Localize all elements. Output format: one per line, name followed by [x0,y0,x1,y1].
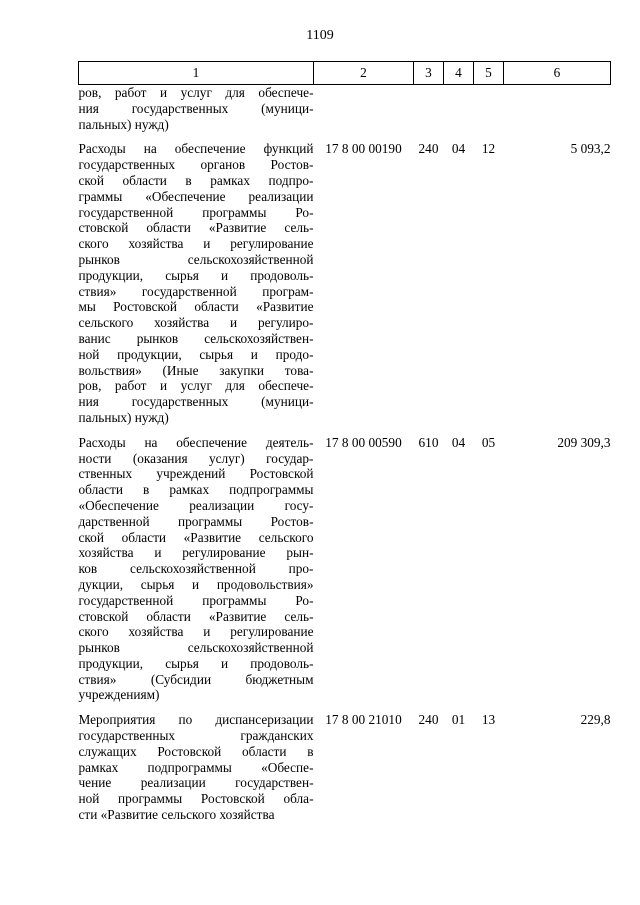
expense-name-line: ров, работ и услуг для обеспече- [78,85,314,100]
column-header-2: 2 [314,62,414,85]
expense-type-code: 240 [418,141,439,157]
expense-name-line: продукции, сырья и продоволь- [78,267,314,283]
table-row [79,85,611,133]
amount-value [504,85,611,133]
expense-name-line: области в рамках подпрограммы [78,482,314,498]
section-code: 01 [451,712,466,728]
expense-name-line: ской области «Развитие сельского [78,529,314,545]
expense-name-line: служащих Ростовской области в [78,743,314,759]
expense-name-line: учреждениям) [78,687,160,703]
row-spacer-cell [79,426,611,435]
header-row [79,62,611,85]
expense-name-line: продукции, сырья и продоволь- [78,655,314,671]
row-spacer [79,426,611,435]
amount-value: 209 309,3 [557,434,611,450]
expense-name-line: рынков сельскохозяйственной [78,251,314,267]
expense-name-line: пальных) нужд) [78,409,169,425]
expense-name-line: государственной программы Ро- [78,204,314,220]
table-row [79,712,611,823]
subsection-code: 12 [481,141,496,157]
expense-name-line: ной программы Ростовской обла- [78,791,314,807]
expense-name-line: Расходы на обеспечение функций [78,141,314,157]
expense-name-line: ствия» (Субсидии бюджетным [78,671,314,687]
expense-name-line: ров, работ и услуг для обеспече- [78,378,314,394]
subsection-code: 13 [481,712,496,728]
expense-name-line: «Обеспечение реализации госу- [78,497,314,513]
row-spacer-cell [79,132,611,141]
expense-name-line: ской области в рамках подпро- [78,172,314,188]
amount-value: 229,8 [580,712,611,728]
expense-name-cell [79,141,314,425]
expense-name-line: стовской области «Развитие сель- [78,608,314,624]
column-header-1: 1 [79,62,314,85]
expense-name-line: дукции, сырья и продовольствия» [78,576,314,592]
expense-name-line: государственных гражданских [78,728,314,744]
subsection-code [474,85,504,133]
row-spacer [79,132,611,141]
expense-name-line: государственных органов Ростов- [78,157,314,173]
expense-type-code [414,85,444,133]
expense-name-line: ния государственных (муници- [78,394,314,410]
expense-name-line: хозяйства и регулирование рын- [78,545,314,561]
section-code [444,85,474,133]
expense-name-line: ствия» государственной програм- [78,283,314,299]
expense-name-line: государственной программы Ро- [78,592,314,608]
expense-name-line: Расходы на обеспечение деятель- [78,434,314,450]
target-article-code: 17 8 00 00590 [325,434,402,450]
expense-name-line: ния государственных (муници- [78,100,314,116]
expense-name-line: мы Ростовской области «Развитие [78,299,314,315]
section-code: 04 [451,434,466,450]
column-header-6: 6 [504,62,611,85]
expense-name-line: рынков сельскохозяйственной [78,640,314,656]
amount-value: 5 093,2 [570,141,611,157]
expense-name-line: вольствия» (Иные закупки това- [78,362,314,378]
column-header-3: 3 [414,62,444,85]
expense-type-code: 240 [418,712,439,728]
row-spacer [79,703,611,712]
row-spacer-cell [79,703,611,712]
expense-name-line: ности (оказания услуг) государ- [78,450,314,466]
expense-name-line: ной продукции, сырья и продо- [78,346,314,362]
expense-type-code: 610 [418,434,439,450]
expense-name-cell [79,435,314,704]
expense-name-line: дарственной программы Ростов- [78,513,314,529]
column-header-5: 5 [474,62,504,85]
column-header-4: 4 [444,62,474,85]
expense-name-line: сельского хозяйства и регулиро- [78,315,314,331]
expense-name-line: Мероприятия по диспансеризации [78,712,314,728]
table-row [79,141,611,425]
expense-name-line: рамках подпрограммы «Обеспе- [78,759,314,775]
budget-table [78,61,611,823]
target-article-code: 17 8 00 21010 [325,712,402,728]
table-body [79,85,611,823]
expense-name-line: ского хозяйства и регулирование [78,236,314,252]
subsection-code: 05 [481,434,496,450]
expense-name-line: чение реализации государствен- [78,775,314,791]
expense-name-line: ванис рынков сельскохозяйствен- [78,330,314,346]
expense-name-line: стовской области «Развитие сель- [78,220,314,236]
expense-name-line: сти «Развитие сельского хозяйства [78,807,275,823]
section-code: 04 [451,141,466,157]
expense-name-line: граммы «Обеспечение реализации [78,188,314,204]
expense-name-cell [79,85,314,133]
expense-name-line: ского хозяйства и регулирование [78,624,314,640]
expense-name-line: ственных учреждений Ростовской [78,466,314,482]
page-number: 1109 [306,28,334,43]
expense-name-cell [79,712,314,823]
target-article-code: 17 8 00 00190 [325,141,402,157]
table-row [79,435,611,704]
target-article-code [314,85,414,133]
expense-name-line: ков сельскохозяйственной про- [78,561,314,577]
expense-name-line: пальных) нужд) [78,116,169,132]
